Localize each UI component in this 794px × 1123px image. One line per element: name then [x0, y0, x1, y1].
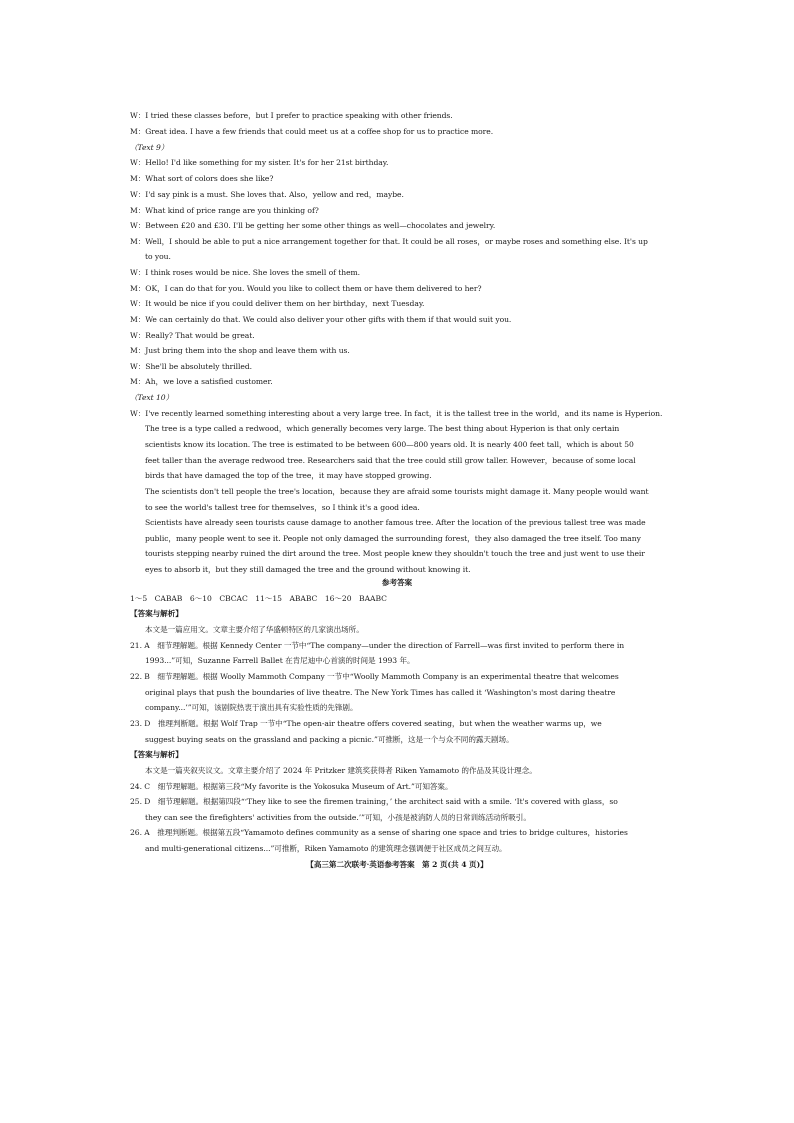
dialogue-line: W：Really? That would be great.: [130, 331, 255, 340]
answer-explanation: and multi-generational citizens...”可推断，Riken Yamamoto 的建筑理念强调便于社区成员之间互动。: [145, 844, 507, 853]
dialogue-line: M：OK，I can do that for you. Would you like to collect them or have them delivered to her?: [130, 284, 482, 293]
text-label: （Text 9）: [130, 143, 169, 152]
dialogue-line: W：It would be nice if you could deliver them on her birthday，next Tuesday.: [130, 299, 425, 308]
answer-explanation: 26. A 推理判断题。根据第五段“Yamamoto defines community as a sense of sharing one space and tries to bridge cultures，histories: [130, 828, 628, 837]
dialogue-line: W：She'll be absolutely thrilled.: [130, 362, 252, 371]
paragraph-line: The scientists don't tell people the tree's location，because they are afraid some tourists might damage it. Many people would want: [145, 487, 649, 496]
page-footer: 【高三第二次联考·英语参考答案 第 2 页(共 4 页)】: [306, 860, 488, 869]
dialogue-line: M：We can certainly do that. We could also deliver your other gifts with them if that would suit you.: [130, 315, 512, 324]
dialogue-line: M：Ah，we love a satisfied customer.: [130, 377, 273, 386]
paragraph-line: birds that have damaged the top of the tree，it may have stopped growing.: [145, 471, 432, 480]
section-intro: 本文是一篇夹叙夹议文。文章主要介绍了 2024 年 Pritzker 建筑奖获得者 Riken Yamamoto 的作品及其设计理念。: [145, 766, 537, 775]
dialogue-line: M：Great idea. I have a few friends that could meet us at a coffee shop for us to practice more.: [130, 127, 494, 136]
paragraph-line: Scientists have already seen tourists cause damage to another famous tree. After the location of the previous tallest tree was made: [145, 518, 646, 527]
answer-explanation: 1993...”可知，Suzanne Farrell Ballet 在肯尼迪中心首演的时间是 1993 年。: [145, 656, 415, 665]
answer-explanation: original plays that push the boundaries of live theatre. The New York Times has called it ‘Washington's most daring theatre: [145, 688, 616, 697]
dialogue-line: M：What sort of colors does she like?: [130, 174, 274, 183]
dialogue-line: W：I'd say pink is a must. She loves that. Also，yellow and red，maybe.: [130, 190, 404, 199]
section-header: 【答案与解析】: [130, 750, 183, 759]
answer-explanation: suggest buying seats on the grassland and packing a picnic.”可推断，这是一个与众不同的露天剧场。: [145, 735, 514, 744]
answer-explanation: they can see the firefighters' activities from the outside.’”可知，小孩是被消防人员的日常训练活动所吸引。: [145, 813, 531, 822]
answer-explanation: 22. B 细节理解题。根据 Woolly Mammoth Company 一节中“Woolly Mammoth Company is an experimental theatre that welcomes: [130, 672, 619, 681]
dialogue-line: W：I think roses would be nice. She loves the smell of them.: [130, 268, 361, 277]
answer-explanation: 21. A 细节理解题。根据 Kennedy Center 一节中“The company—under the direction of Farrell—was first invited to perform there in: [130, 641, 625, 650]
paragraph-line: The tree is a type called a redwood，which generally becomes very large. The best thing about Hyperion is that only certain: [145, 424, 620, 433]
dialogue-line: M：Just bring them into the shop and leave them with us.: [130, 346, 350, 355]
paragraph-line: public，many people went to see it. People not only damaged the surrounding forest，they also damaged the tree itself. Too many: [145, 534, 641, 543]
dialogue-line: to you.: [145, 252, 171, 261]
answer-key: 1～5 CABAB 6～10 CBCAC 11～15 ABABC 16～20 BAABC: [130, 594, 387, 603]
paragraph-line: eyes to absorb it，but they still damaged the tree and the ground without knowing it.: [145, 565, 471, 574]
dialogue-line: W：I've recently learned something interesting about a very large tree. In fact，it is the tallest tree in the world，and its name is Hyperion.: [130, 409, 663, 418]
paragraph-line: feet taller than the average redwood tree. Researchers said that the tree could still grow taller. However，because of some local: [145, 456, 636, 465]
paragraph-line: scientists know its location. The tree is estimated to be between 600—800 years old. It is nearly 400 feet tall，which is about 50: [145, 440, 634, 449]
paragraph-line: to see the world's tallest tree for themselves，so I think it's a good idea.: [145, 503, 420, 512]
dialogue-line: M：Well，I should be able to put a nice arrangement together for that. It could be all roses，or maybe roses and something else. It's up: [130, 237, 648, 246]
answers-title: 参考答案: [381, 578, 413, 587]
answer-explanation: 24. C 细节理解题。根据第三段“My favorite is the Yokosuka Museum of Art.”可知答案。: [130, 782, 453, 791]
dialogue-line: W：I tried these classes before，but I prefer to practice speaking with other friends.: [130, 111, 453, 120]
answer-explanation: 23. D 推理判断题。根据 Wolf Trap 一节中“The open-air theatre offers covered seating，but when the weather warms up，we: [130, 719, 602, 728]
paragraph-line: tourists stepping nearby ruined the dirt around the tree. Most people knew they shouldn't touch the tree and just went to use their: [145, 549, 645, 558]
answer-explanation: company...’”可知，该剧院热衷于演出具有实验性质的先锋剧。: [145, 703, 358, 712]
section-header: 【答案与解析】: [130, 609, 183, 618]
text-label: （Text 10）: [130, 393, 174, 402]
section-intro: 本文是一篇应用文。文章主要介绍了华盛顿特区的几家演出场所。: [145, 625, 364, 634]
dialogue-line: W：Between £20 and £30. I'll be getting her some other things as well—chocolates and jewelry.: [130, 221, 496, 230]
dialogue-line: W：Hello! I'd like something for my sister. It's for her 21st birthday.: [130, 158, 389, 167]
dialogue-line: M：What kind of price range are you thinking of?: [130, 206, 319, 215]
answer-explanation: 25. D 细节理解题。根据第四段“‘They like to see the firemen training，’ the architect said with a smile. ‘It's covered with glass，so: [130, 797, 618, 806]
